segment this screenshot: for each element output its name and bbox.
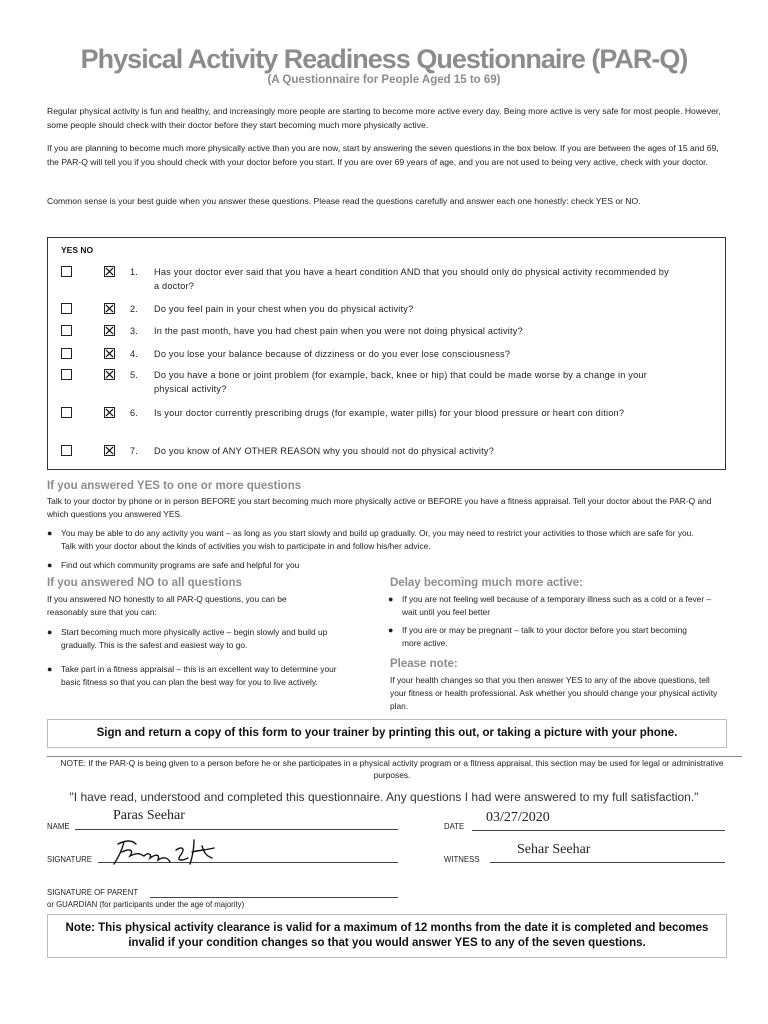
yes-checkbox[interactable] (61, 445, 72, 456)
intro-paragraph-2: If you are planning to become much more physically active than you are now, start by answering the seven questions in the box below. If you are between the ages of 15 and 69, the PAR-Q will tell you if you should check with your doctor before you start. If you are over 69 years of age, and you are not used to being very active, check with your doctor. (47, 143, 719, 167)
yes-checkbox[interactable] (61, 407, 72, 418)
x-mark-icon (105, 267, 114, 276)
no-checkbox[interactable] (104, 303, 115, 314)
question-number: 6. (130, 408, 139, 418)
question-number: 2. (130, 304, 139, 314)
parent-signature-line[interactable] (150, 897, 398, 898)
bullet-icon: ● (47, 664, 53, 674)
bullet-icon: ● (47, 560, 53, 570)
intro-paragraph-3: Common sense is your best guide when you answer these questions. Please read the questions carefully and answer each one honestly: check YES or NO. (47, 196, 641, 206)
no-checkbox[interactable] (104, 369, 115, 380)
question-number: 3. (130, 326, 139, 336)
questions-box (47, 237, 726, 470)
sign-return-banner: Sign and return a copy of this form to your trainer by printing this out, or taking a picture with your phone. (47, 719, 727, 748)
x-mark-icon (105, 408, 114, 417)
yes-checkbox[interactable] (61, 303, 72, 314)
declaration-quote: "I have read, understood and completed this questionnaire. Any questions I had were answered to my full satisfaction." (69, 790, 699, 804)
yes-section-body: Talk to your doctor by phone or in person BEFORE you start becoming much more physically active or BEFORE you have a fitness appraisal. Tell your doctor about the PAR-Q and which questions you answered YES. (47, 496, 712, 519)
page-subtitle: (A Questionnaire for People Aged 15 to 69) (267, 74, 501, 86)
question-number: 4. (130, 349, 139, 359)
signature-label: SIGNATURE (47, 855, 92, 864)
x-mark-icon (105, 349, 114, 358)
parent-signature-sublabel: or GUARDIAN (for participants under the age of majority) (47, 900, 245, 909)
yes-section-bullet (47, 527, 701, 553)
question-text: Do you have a bone or joint problem (for example, back, knee or hip) that could be made worse by a change in your physical activity? (154, 370, 647, 394)
bullet-text: Take part in a fitness appraisal – this is an excellent way to determine your basic fitness so that you can plan the best way for you to live actively. (61, 664, 337, 687)
bullet-icon: ● (388, 625, 394, 635)
question-text: Has your doctor ever said that you have a heart condition AND that you should only do physical activity recommended by a doctor? (154, 267, 669, 291)
x-mark-icon (105, 446, 114, 455)
yes-section-heading: If you answered YES to one or more questions (47, 480, 302, 492)
question-number: 1. (130, 267, 139, 277)
yes-section-bullet (47, 559, 701, 572)
yes-checkbox[interactable] (61, 325, 72, 336)
no-section-bullet (47, 626, 341, 652)
bullet-text: If you are or may be pregnant – talk to your doctor before you start becoming more active. (402, 625, 687, 648)
x-mark-icon (105, 370, 114, 379)
question-text: Is your doctor currently prescribing drugs (for example, water pills) for your blood pressure or heart con dition? (154, 408, 625, 418)
delay-section-bullet (388, 593, 722, 619)
yes-checkbox[interactable] (61, 369, 72, 380)
question-text: In the past month, have you had chest pain when you were not doing physical activity? (154, 326, 523, 336)
yes-checkbox[interactable] (61, 266, 72, 277)
parent-signature-label: SIGNATURE OF PARENT (47, 888, 139, 897)
bullet-icon: ● (388, 594, 394, 604)
no-checkbox[interactable] (104, 348, 115, 359)
no-checkbox[interactable] (104, 325, 115, 336)
x-mark-icon (105, 326, 114, 335)
question-number: 5. (130, 370, 139, 380)
no-checkbox[interactable] (104, 266, 115, 277)
handwritten-signature-icon (110, 836, 230, 868)
witness-line[interactable] (490, 862, 725, 863)
no-section-body: If you answered NO honestly to all PAR-Q questions, you can be reasonably sure that you can: (47, 594, 287, 617)
question-number: 7. (130, 446, 139, 456)
no-checkbox[interactable] (104, 407, 115, 418)
please-note-heading: Please note: (390, 658, 458, 670)
name-label: NAME (47, 822, 70, 831)
yes-checkbox[interactable] (61, 348, 72, 359)
bullet-text: You may be able to do any activity you want – as long as you start slowly and build up gradually. Or, you may need to restrict your activities to those which are safe for you. Talk with your doctor about the kinds of activities you wish to participate in and follow his/her advice. (61, 528, 694, 551)
question-text: Do you know of ANY OTHER REASON why you should not do physical activity? (154, 446, 495, 456)
yes-no-header: YES NO (61, 245, 94, 255)
no-section-bullet (47, 663, 341, 689)
delay-section-bullet (388, 624, 702, 650)
x-mark-icon (105, 304, 114, 313)
please-note-body: If your health changes so that you then answer YES to any of the above questions, tell your fitness or health professional. Ask whether you should change your physical activity plan. (390, 675, 718, 711)
witness-value: Sehar Seehar (517, 842, 591, 857)
delay-section-heading: Delay becoming much more active: (390, 577, 584, 589)
name-value: Paras Seehar (113, 808, 185, 823)
legal-note: NOTE: If the PAR-Q is being given to a person before he or she participates in a physical activity program or a fitness appraisal, this section may be used for legal or administrative purposes. (60, 758, 724, 780)
page-title: Physical Activity Readiness Questionnaire (PAR-Q) (80, 44, 688, 74)
validity-note-box: Note: This physical activity clearance is valid for a maximum of 12 months from the date it is completed and becomes invalid if your condition changes so that you would answer YES to any of the seven questions. (47, 914, 727, 958)
no-checkbox[interactable] (104, 445, 115, 456)
bullet-text: If you are not feeling well because of a temporary illness such as a cold or a fever – wait until you feel better (402, 594, 712, 617)
intro-paragraph-1: Regular physical activity is fun and healthy, and increasingly more people are starting to become more active every day. Being more active is very safe for most people. However, some people should check with their doctor before they start becoming much more physically active. (47, 106, 721, 130)
bullet-icon: ● (47, 528, 53, 538)
date-line[interactable] (472, 830, 725, 831)
name-line[interactable] (75, 829, 398, 830)
witness-label: WITNESS (444, 855, 480, 864)
bullet-text: Start becoming much more physically active – begin slowly and build up gradually. This is the safest and easiest way to go. (61, 627, 328, 650)
question-text: Do you lose your balance because of dizziness or do you ever lose consciousness? (154, 349, 511, 359)
question-text: Do you feel pain in your chest when you do physical activity? (154, 304, 414, 314)
no-section-heading: If you answered NO to all questions (47, 577, 242, 589)
date-label: DATE (444, 822, 465, 831)
bullet-icon: ● (47, 627, 53, 637)
date-value: 03/27/2020 (486, 810, 550, 825)
bullet-text: Find out which community programs are safe and helpful for you (61, 560, 300, 570)
